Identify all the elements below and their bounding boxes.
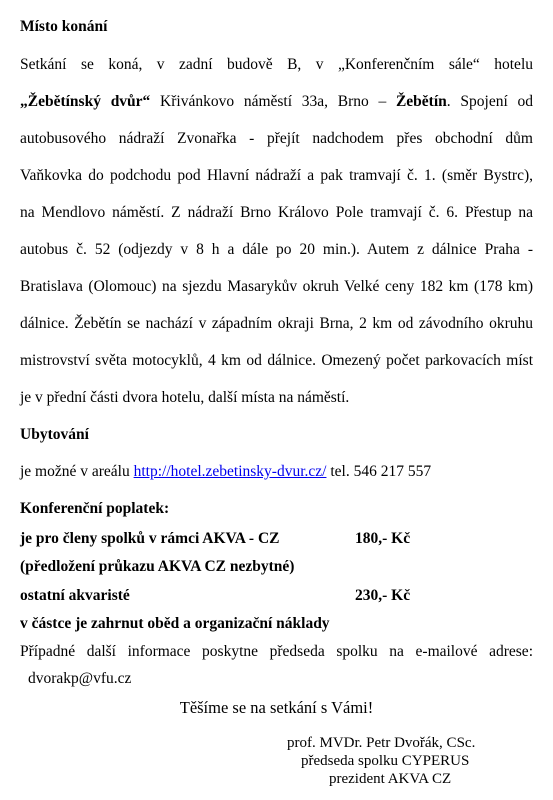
accommodation-heading: Ubytování	[20, 426, 89, 443]
accommodation-prefix: je možné v areálu	[20, 463, 134, 480]
venue-line-2-end: . Spojení od	[446, 93, 533, 110]
fee-members-note: (předložení průkazu AKVA CZ nezbytné)	[20, 558, 295, 575]
contact-line: Případné další informace poskytne předseda spolku na e-mailové adrese:	[20, 643, 533, 660]
closing-greeting: Těšíme se na setkání s Vámi!	[179, 698, 374, 717]
venue-line-5: na Mendlovo náměstí. Z nádraží Brno Královo Pole tramvají č. 6. Přestup na	[20, 204, 533, 221]
hotel-address: Křivánkovo náměstí 33a, Brno –	[150, 93, 396, 110]
hotel-phone: tel. 546 217 557	[326, 463, 432, 480]
venue-line-1-text: Setkání se koná, v zadní budově B, v „Konferenčním sále“ hotelu	[20, 56, 533, 73]
venue-line-8: dálnice. Žebětín se nachází v západním okraji Brna, 2 km od závodního okruhu	[20, 315, 533, 332]
venue-line-3: autobusového nádraží Zvonařka - přejít nadchodem přes obchodní dům	[20, 130, 533, 147]
hotel-name: „Žebětínský dvůr“	[20, 93, 151, 110]
venue-line-6: autobus č. 52 (odjezdy v 8 h a dále po 20 min.). Autem z dálnice Praha -	[20, 241, 533, 258]
fee-members-label: je pro členy spolků v rámci AKVA - CZ	[20, 530, 280, 547]
venue-line-9: mistrovství světa motocyklů, 4 km od dálnice. Omezený počet parkovacích míst	[20, 352, 533, 369]
venue-line-2	[20, 93, 533, 111]
venue-heading: Místo konání	[20, 18, 108, 35]
fee-heading: Konferenční poplatek:	[20, 500, 170, 517]
signature-role-1: předseda spolku CYPERUS	[301, 753, 470, 769]
signature-role-2: prezident AKVA CZ	[329, 771, 452, 787]
fee-included-note: v částce je zahrnut oběd a organizační náklady	[20, 615, 330, 632]
venue-line-4: Vaňkovka do podchodu pod Hlavní nádraží a pak tramvají č. 1. (směr Bystrc),	[20, 167, 533, 184]
accommodation-line	[20, 463, 431, 481]
venue-line-7: Bratislava (Olomouc) na sjezdu Masarykův okruh Velké ceny 182 km (178 km)	[20, 278, 533, 295]
fee-members-price: 180,- Kč	[355, 530, 411, 547]
town-name: Žebětín	[395, 93, 447, 110]
hotel-website-link[interactable]: http://hotel.zebetinsky-dvur.cz/	[133, 463, 327, 480]
fee-others-label: ostatní akvaristé	[20, 587, 130, 604]
signature-name: prof. MVDr. Petr Dvořák, CSc.	[287, 735, 476, 751]
contact-email: dvorakp@vfu.cz	[28, 670, 132, 687]
fee-others-price: 230,- Kč	[355, 587, 411, 604]
venue-line-1	[20, 56, 533, 74]
venue-line-10: je v přední části dvora hotelu, další místa na náměstí.	[20, 389, 350, 406]
